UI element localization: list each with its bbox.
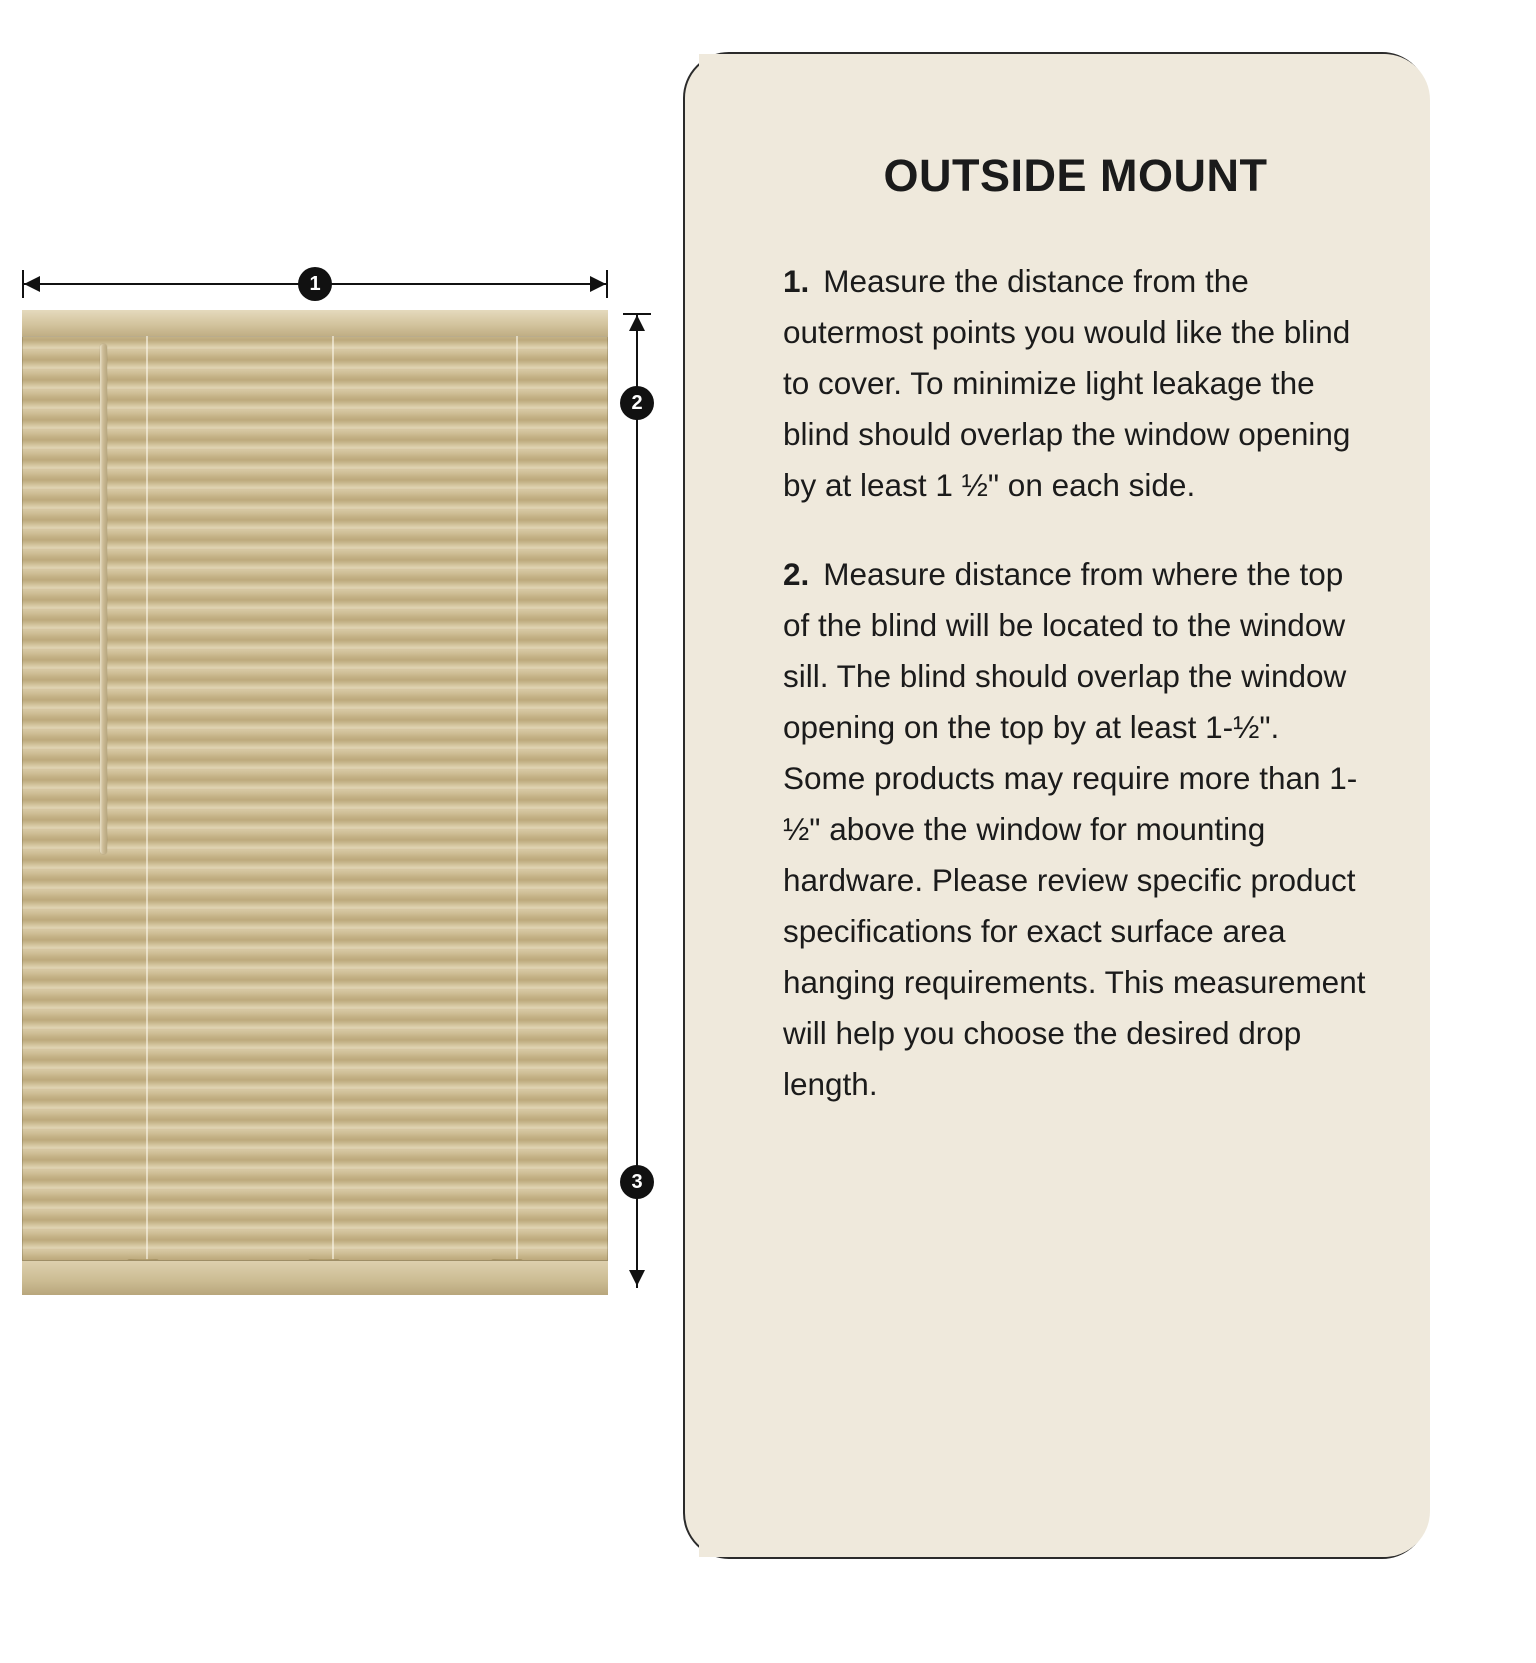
instruction-card-content xyxy=(699,54,1430,1557)
instruction-card xyxy=(683,52,1428,1559)
blind-ladder-cord xyxy=(332,336,334,1261)
instruction-step-2 xyxy=(783,549,1368,1110)
card-title: OUTSIDE MOUNT xyxy=(883,150,1268,201)
blind-diagram xyxy=(0,0,690,1663)
height-dimension-line xyxy=(636,313,638,1288)
step-2-text: Measure distance from where the top of the blind will be located to the window sill. The blind should overlap the window opening on the top by at least 1-½". Some products may require more than 1-½" above the window for mounting hardware. Please review specific product specifications for exact surface area hanging requirements. This measurement will help you choose the desired drop length. xyxy=(783,556,1366,1103)
blind-ladder-cord xyxy=(516,336,518,1261)
instruction-step-1 xyxy=(783,256,1368,511)
arrow-up-icon xyxy=(629,315,645,331)
step-1-number: 1. xyxy=(783,263,810,299)
blind-tilt-wand xyxy=(100,344,107,854)
arrow-down-icon xyxy=(629,1270,645,1286)
window-blind-illustration xyxy=(22,310,608,1295)
width-dimension-end-cap-right xyxy=(606,270,608,298)
arrow-right-icon xyxy=(590,276,606,292)
blind-headrail xyxy=(22,310,608,337)
blind-bottom-rail xyxy=(22,1260,608,1295)
arrow-left-icon xyxy=(24,276,40,292)
marker-badge-3: 3 xyxy=(620,1165,654,1199)
step-1-text: Measure the distance from the outermost points you would like the blind to cover. To minimize light leakage the blind should overlap the window opening by at least 1 ½" on each side. xyxy=(783,263,1351,504)
step-2-number: 2. xyxy=(783,556,810,593)
marker-badge-2: 2 xyxy=(620,386,654,420)
marker-badge-1: 1 xyxy=(298,267,332,301)
blind-ladder-cord xyxy=(146,336,148,1261)
